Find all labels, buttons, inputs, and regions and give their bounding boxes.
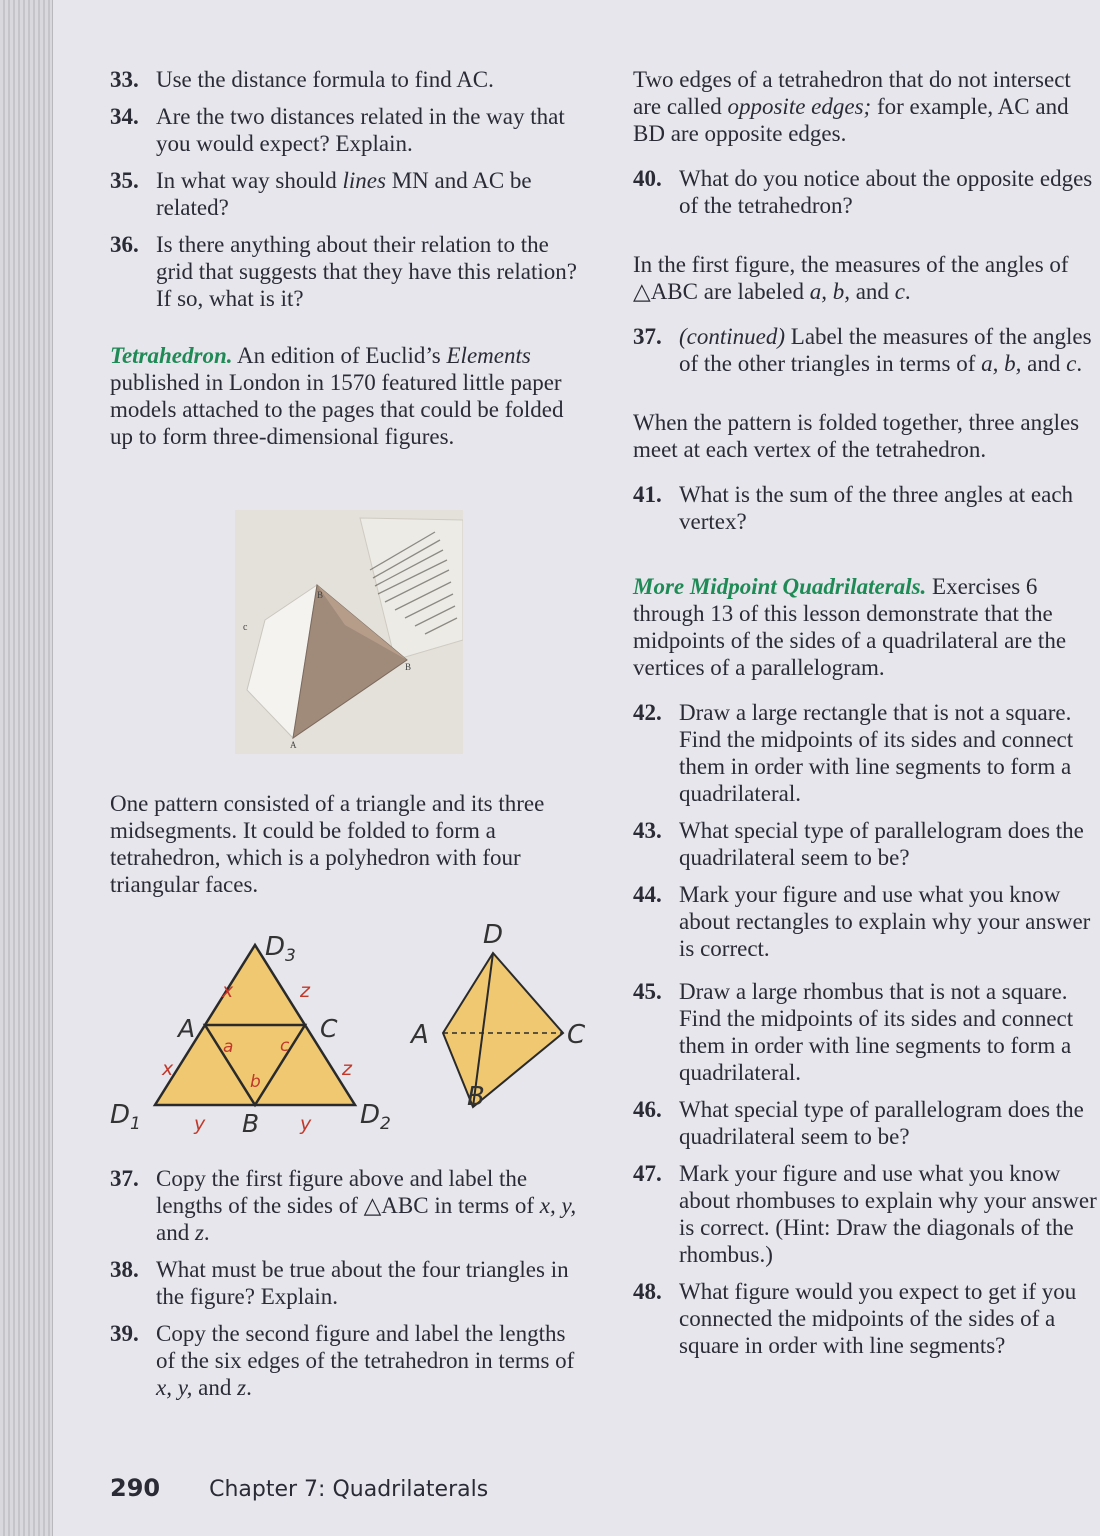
- exercise-37: [110, 1165, 590, 1246]
- side-y-label: y: [300, 1113, 312, 1135]
- exercise-number: 34.: [110, 104, 139, 129]
- exercise-number: 47.: [633, 1161, 662, 1186]
- exercise-text: .: [246, 1375, 252, 1400]
- exercise-44: [633, 881, 1100, 962]
- right-column: [633, 66, 1100, 1369]
- label-d: D: [483, 920, 504, 950]
- tetrahedron-heading: Tetrahedron.: [110, 343, 233, 368]
- exercise-number: 42.: [633, 700, 662, 725]
- paragraph-text: Exercises 6 through 13 of this lesson demonstrate that the midpoints of the sides of a quadrilateral are the vertices of a parallelogram.: [633, 574, 1067, 680]
- exercise-text: MN and AC be related?: [156, 168, 532, 220]
- midpoint-paragraph: [633, 573, 1100, 681]
- exercise-42: [633, 699, 1100, 807]
- exercise-38: [110, 1256, 590, 1310]
- paragraph-text: .: [904, 279, 911, 304]
- opposite-edges-paragraph: [633, 66, 1100, 147]
- exercise-text: In what way should: [156, 168, 343, 193]
- side-x-label: x: [222, 980, 234, 1002]
- exercise-40: [633, 165, 1100, 219]
- exercise-number: 46.: [633, 1097, 662, 1122]
- side-x-label: x: [162, 1058, 174, 1080]
- tetrahedron-body: [443, 953, 563, 1107]
- exercise-37-continued: [633, 323, 1100, 377]
- label-d2: $D_2$: [360, 1100, 391, 1134]
- tetrahedron-paragraph: [110, 342, 590, 450]
- left-column-lower: [110, 790, 590, 898]
- angle-b-label: b: [250, 1072, 261, 1092]
- label-c-vertex: C: [320, 1014, 338, 1043]
- left-column: [110, 66, 590, 450]
- exercise-number: 40.: [633, 166, 662, 191]
- exercise-47: [633, 1160, 1100, 1268]
- book-binding: [0, 0, 53, 1536]
- exercise-number: 45.: [633, 979, 662, 1004]
- exercise-text: Draw a large rhombus that is not a square. Find the midpoints of its sides and connect them in order with line segments to form a quadrilateral.: [679, 979, 1074, 1085]
- exercise-italic: c: [1066, 351, 1077, 376]
- exercise-text: What special type of parallelogram does the quadrilateral seem to be?: [679, 1097, 1084, 1149]
- exercise-number: 35.: [110, 168, 139, 193]
- left-column-exercises: [110, 1165, 590, 1411]
- angle-a-label: a: [223, 1037, 234, 1057]
- exercise-text: Draw a large rectangle that is not a square. Find the midpoints of its sides and connect them in order with line segments to form a quadrilateral.: [679, 700, 1074, 806]
- exercise-34: [110, 103, 590, 157]
- exercise-text: .: [203, 1220, 210, 1245]
- paragraph-italic: c: [894, 279, 905, 304]
- svg-text:c: c: [243, 622, 248, 633]
- exercise-text: Are the two distances related in the way that you would expect? Explain.: [156, 104, 565, 156]
- exercise-46: [633, 1096, 1100, 1150]
- exercise-number: 37.: [110, 1166, 139, 1191]
- paragraph-text: An edition of Euclid’s: [232, 343, 447, 368]
- exercise-number: 43.: [633, 818, 662, 843]
- side-z-label: z: [300, 980, 310, 1002]
- label-d3: $D_3$: [265, 932, 296, 966]
- paper-model-illustration: [235, 510, 463, 754]
- exercise-number: 38.: [110, 1257, 139, 1282]
- exercise-text: What figure would you expect to get if you connected the midpoints of the sides of a square in order with line segments?: [679, 1279, 1077, 1358]
- exercise-45: [633, 978, 1100, 1086]
- exercise-text: and: [156, 1220, 195, 1245]
- exercise-text: What do you notice about the opposite edges of the tetrahedron?: [679, 166, 1093, 218]
- exercise-text: Is there anything about their relation to the grid that suggests that they have this relation? If so, what is it?: [156, 232, 577, 311]
- exercise-italic: a, b,: [981, 351, 1022, 376]
- exercise-48: [633, 1278, 1100, 1359]
- exercise-number: 39.: [110, 1321, 139, 1346]
- label-b-vertex: B: [242, 1109, 260, 1138]
- exercise-36: [110, 231, 590, 312]
- paragraph-text: for example, AC and BD are opposite edges.: [633, 94, 1069, 146]
- exercise-text: and: [1021, 351, 1067, 376]
- exercise-text: Mark your figure and use what you know about rectangles to explain why your answer is correct.: [679, 882, 1091, 961]
- angles-paragraph: [633, 251, 1100, 305]
- label-b: B: [467, 1082, 485, 1112]
- label-a-vertex: A: [178, 1014, 196, 1043]
- page-number: 290: [110, 1474, 161, 1502]
- euclid-model-photo: [235, 510, 463, 754]
- svg-text:B: B: [317, 590, 324, 600]
- exercise-number: 37.: [633, 324, 662, 349]
- fold-paragraph: When the pattern is folded together, three angles meet at each vertex of the tetrahedron.: [633, 410, 1080, 462]
- page-footer: [110, 1474, 488, 1502]
- pattern-paragraph: One pattern consisted of a triangle and its three midsegments. It could be folded to form a tetrahedron, which is a polyhedron with four triangular faces.: [110, 791, 545, 897]
- exercise-text: What special type of parallelogram does the quadrilateral seem to be?: [679, 818, 1084, 870]
- exercise-text: Mark your figure and use what you know about rhombuses to explain why your answer is correct. (Hint: Draw the diagonals of the rhombus.): [679, 1161, 1097, 1267]
- svg-text:B: B: [405, 662, 412, 672]
- midpoint-heading: More Midpoint Quadrilaterals.: [633, 574, 927, 599]
- svg-text:A: A: [290, 740, 297, 750]
- exercise-italic: x, y,: [539, 1193, 577, 1218]
- exercise-italic: z: [237, 1375, 247, 1400]
- exercise-italic: z: [194, 1220, 204, 1245]
- exercise-43: [633, 817, 1100, 871]
- paragraph-text: Two edges of a tetrahedron that do not intersect are called: [633, 67, 1071, 119]
- angle-c-label: c: [280, 1036, 290, 1056]
- exercise-italic: lines: [342, 168, 386, 193]
- exercise-italic: x, y,: [156, 1375, 193, 1400]
- exercise-35: [110, 167, 590, 221]
- midsegment-triangle-figure: [110, 925, 410, 1140]
- paragraph-text: published in London in 1570 featured little paper models attached to the pages that could be folded up to form three-dimensional figures.: [110, 370, 564, 449]
- exercise-number: 41.: [633, 482, 662, 507]
- exercise-text: Label the measures of the angles of the other triangles in terms of: [679, 324, 1092, 376]
- exercise-text: What is the sum of the three angles at each vertex?: [679, 482, 1074, 534]
- term-opposite-edges: opposite edges;: [727, 94, 872, 119]
- exercise-39: [110, 1320, 590, 1401]
- exercise-number: 33.: [110, 67, 139, 92]
- exercise-text: Copy the first figure above and label the lengths of the sides of △ABC in terms of: [156, 1166, 540, 1218]
- paragraph-text: and: [849, 279, 895, 304]
- label-a: A: [411, 1020, 429, 1050]
- exercise-italic: (continued): [679, 324, 786, 349]
- exercise-41: [633, 481, 1100, 535]
- exercise-text: Copy the second figure and label the lengths of the six edges of the tetrahedron in terms of: [156, 1321, 575, 1373]
- tetrahedron-figure: [405, 915, 605, 1115]
- paragraph-italic: a, b,: [809, 279, 850, 304]
- exercise-text: and: [192, 1375, 238, 1400]
- side-z-label: z: [342, 1058, 352, 1080]
- side-y-label: y: [194, 1113, 206, 1135]
- label-d1: $D_1$: [110, 1100, 141, 1134]
- exercise-text: Use the distance formula to find AC.: [156, 67, 494, 92]
- paragraph-text: In the first figure, the measures of the angles of △ABC are labeled: [633, 252, 1069, 304]
- elements-title: Elements: [446, 343, 531, 368]
- exercise-33: [110, 66, 590, 93]
- chapter-title: Chapter 7: Quadrilaterals: [209, 1477, 489, 1502]
- exercise-number: 48.: [633, 1279, 662, 1304]
- label-c: C: [567, 1020, 586, 1050]
- exercise-number: 44.: [633, 882, 662, 907]
- exercise-text: What must be true about the four triangles in the figure? Explain.: [156, 1257, 569, 1309]
- exercise-number: 36.: [110, 232, 139, 257]
- exercise-text: .: [1076, 351, 1083, 376]
